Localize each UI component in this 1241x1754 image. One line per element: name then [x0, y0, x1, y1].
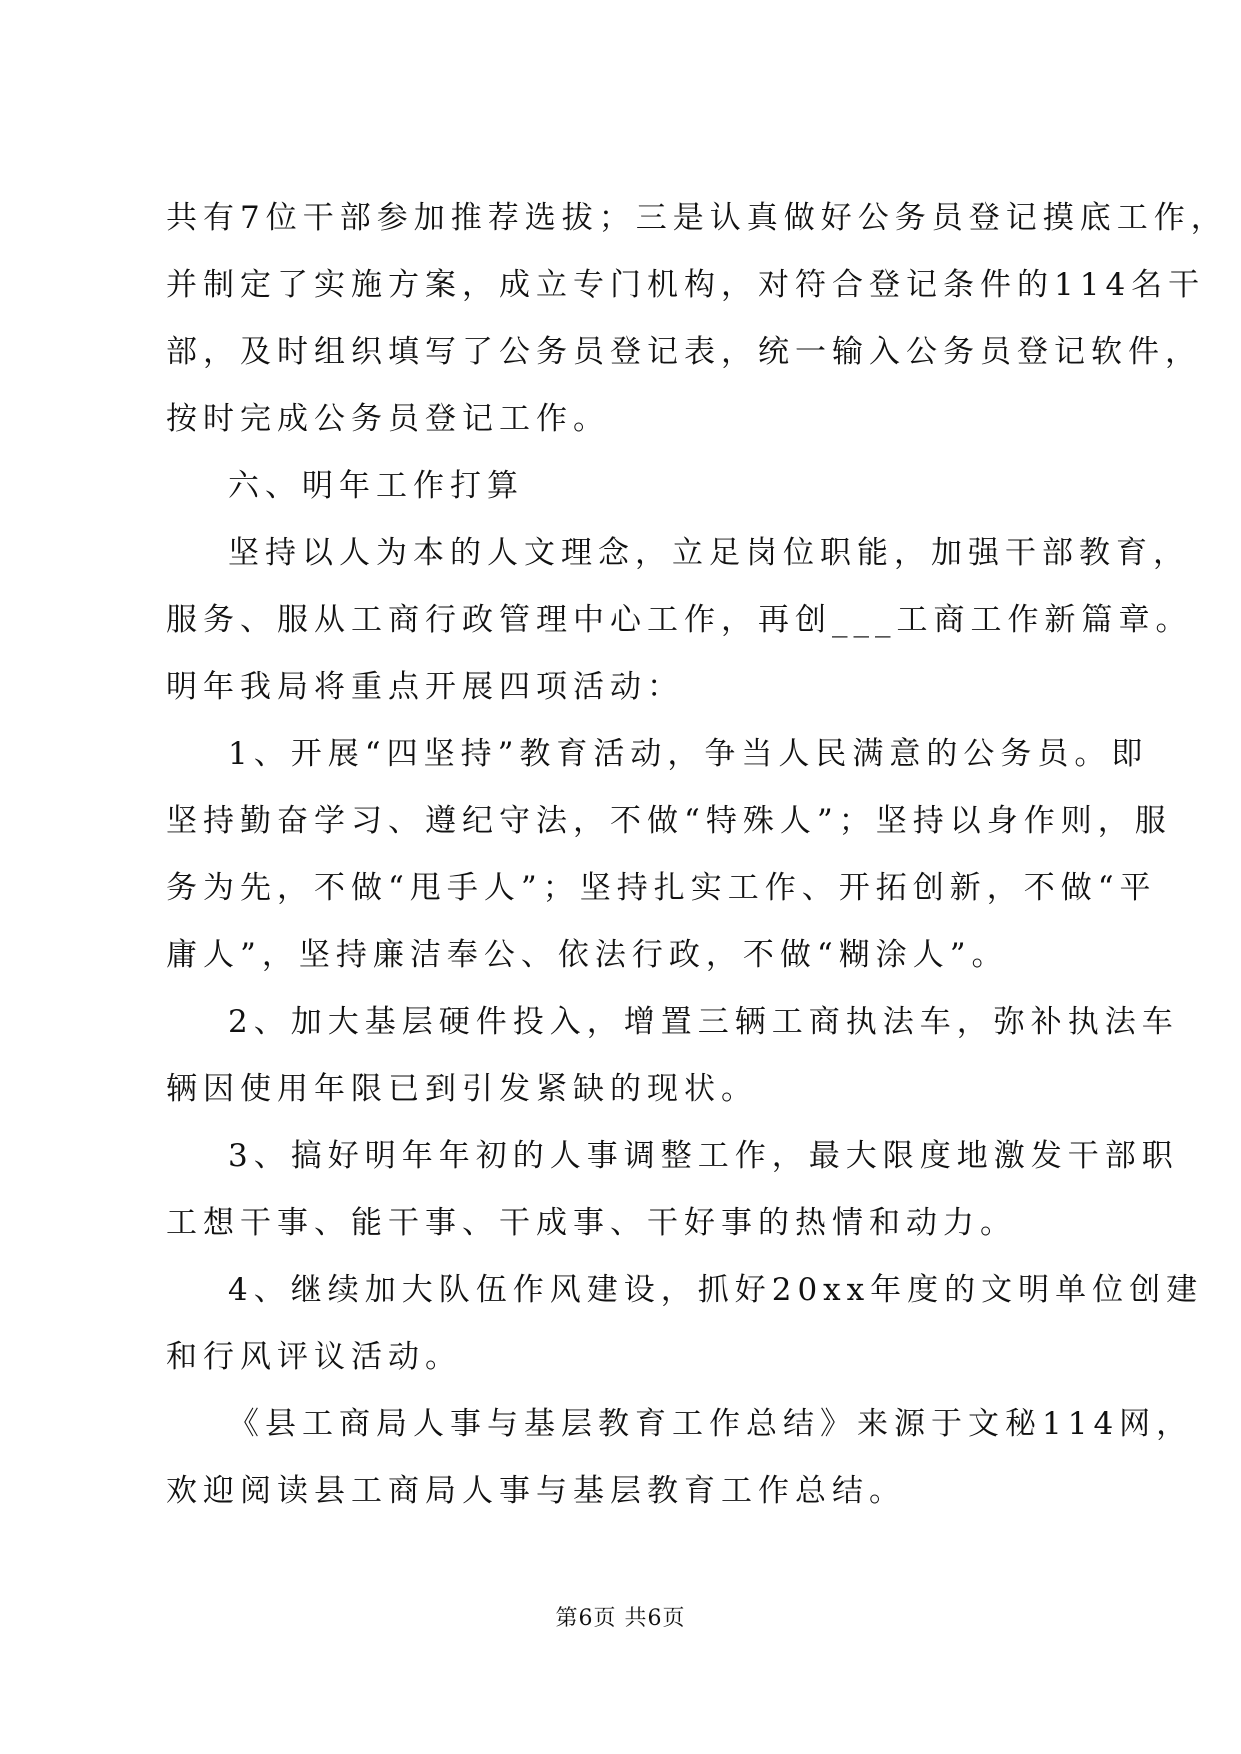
text-line: 明年我局将重点开展四项活动： — [166, 669, 684, 705]
document-body — [166, 198, 1228, 1538]
text-line: 坚持以人为本的人文理念，立足岗位职能，加强干部教育， — [228, 535, 1190, 571]
page-footer: 第6页 共6页 — [555, 1606, 686, 1631]
text-line: 1、开展“四坚持”教育活动，争当人民满意的公务员。即 — [228, 736, 1149, 772]
text-line: 庸人”，坚持廉洁奉公、依法行政，不做“糊涂人”。 — [166, 937, 1009, 973]
text-line: 并制定了实施方案，成立专门机构，对符合登记条件的114名干 — [166, 267, 1206, 303]
text-line: 坚持勤奋学习、遵纪守法，不做“特殊人”；坚持以身作则，服 — [166, 803, 1172, 839]
text-line: 辆因使用年限已到引发紧缺的现状。 — [166, 1071, 758, 1107]
text-line: 部，及时组织填写了公务员登记表，统一输入公务员登记软件， — [166, 334, 1202, 370]
text-line: 务为先，不做“甩手人”；坚持扎实工作、开拓创新，不做“平 — [166, 870, 1157, 906]
text-line: 《县工商局人事与基层教育工作总结》来源于文秘114网， — [228, 1406, 1194, 1442]
text-line: 3、搞好明年年初的人事调整工作，最大限度地激发干部职 — [228, 1138, 1179, 1174]
text-line: 和行风评议活动。 — [166, 1339, 462, 1375]
text-line: 服务、服从工商行政管理中心工作，再创___工商工作新篇章。 — [166, 602, 1193, 638]
text-line: 六、明年工作打算 — [228, 468, 524, 504]
text-line: 工想干事、能干事、干成事、干好事的热情和动力。 — [166, 1205, 1017, 1241]
text-line: 按时完成公务员登记工作。 — [166, 401, 610, 437]
text-line: 共有7位干部参加推荐选拔；三是认真做好公务员登记摸底工作， — [166, 200, 1228, 236]
text-line: 2、加大基层硬件投入，增置三辆工商执法车，弥补执法车 — [228, 1004, 1179, 1040]
text-line: 欢迎阅读县工商局人事与基层教育工作总结。 — [166, 1473, 906, 1509]
text-line: 4、继续加大队伍作风建设，抓好20xx年度的文明单位创建 — [228, 1272, 1204, 1308]
